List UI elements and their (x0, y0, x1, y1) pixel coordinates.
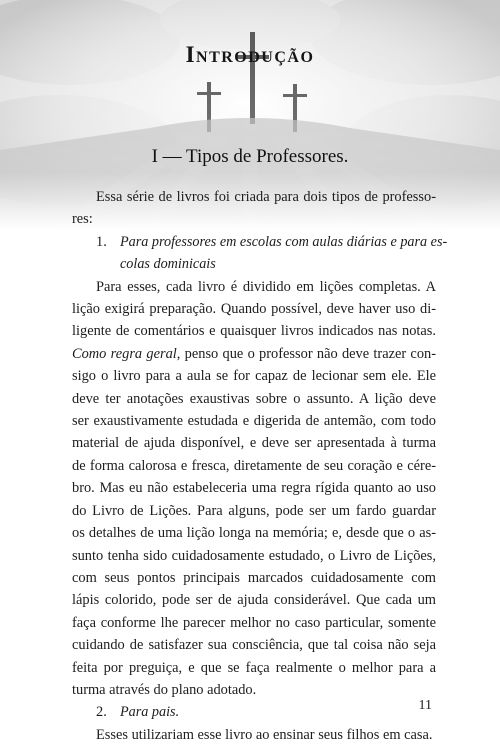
list-item-text: colas dominicais (120, 256, 216, 273)
text-line: ligente de comentários e quaisquer livros indicados nas notas. (72, 323, 436, 340)
text-line: lição exigirá preparação. Quando possível, deve haver uso di- (72, 301, 436, 318)
text-line: material de ajuda disponível, e deve ser apresentada à turma (72, 435, 436, 452)
text-segment: , penso que o professor não deve trazer con- (176, 345, 437, 362)
text-line: res: (72, 211, 93, 228)
text-line: deve ter anotações exaustivas sobre o assunto. A lição deve (72, 390, 436, 407)
text-line-with-emphasis (72, 343, 436, 365)
text-line: de forma calorosa e fresca, diretamente de seu coração e cére- (72, 457, 436, 474)
list-item-text: Para professores em escolas com aulas diárias e para es- (120, 233, 448, 250)
text-line: Essa série de livros foi criada para dois tipos de professo- (96, 189, 436, 205)
text-line: sunto tenha sido cuidadosamente estudado, o Livro de Lições, (72, 547, 436, 564)
text-line: ser exaustivamente estudada e digerida de antemão, com todo (72, 413, 436, 430)
text-line: Esses utilizariam esse livro ao ensinar seus filhos em casa. (96, 726, 433, 743)
text-line: do Livro de Lições. Para alguns, pode ser um fardo guardar (72, 502, 436, 519)
text-line: sigo o livro para a aula se for capaz de lecionar sem ele. Ele (72, 368, 436, 385)
chapter-title: Introdução (185, 42, 315, 67)
text-line: cuidando de satisfazer sua consciência, que tal coisa não seja (72, 637, 436, 654)
list-item-text: Para pais. (120, 704, 180, 721)
text-line: feita por preguiça, e que se faça realmente o melhor para a (72, 659, 436, 676)
section-title: I — Tipos de Professores. (151, 146, 349, 167)
text-line: com seus pontos principais marcados cuidadosamente com (72, 569, 436, 586)
text-line: faça conforme lhe parecer melhor no caso particular, somente (72, 614, 436, 631)
emphasis-phrase: Como regra geral (72, 345, 177, 362)
list-item-number: 2. (96, 704, 107, 721)
text-line: Para esses, cada livro é dividido em lições completas. A (96, 278, 436, 295)
final-paragraph (72, 724, 436, 746)
intro-paragraph (72, 186, 436, 231)
text-line: turma através do plano adotado. (72, 681, 257, 698)
list-item-2 (72, 701, 436, 723)
text-line: os detalhes de uma lição longa na memória; e, desde que o as- (72, 525, 436, 542)
body-text (72, 186, 448, 746)
text-line: bro. Mas eu não estabeleceria uma regra rígida quanto ao uso (72, 480, 436, 497)
list-item-1 (72, 231, 448, 276)
page-number: 11 (418, 698, 432, 713)
text-line: lápis colorido, pode ser de ajuda considerável. Que cada um (72, 592, 436, 609)
main-paragraph (72, 276, 436, 702)
list-item-number: 1. (96, 233, 107, 250)
